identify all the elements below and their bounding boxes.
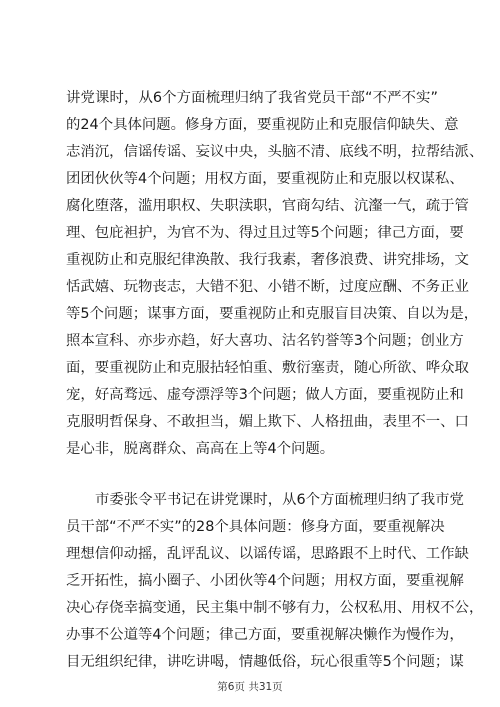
text-line: 恬武嬉、玩物丧志，大错不犯、小错不断，过度应酬、不务正业 — [66, 279, 469, 295]
text-line: 宠，好高骛远、虚夸漂浮等3个问题；做人方面，要重视防止和 — [66, 387, 464, 403]
text-line: 理、包庇袒护，为官不为、得过且过等5个问题；律己方面，要 — [66, 225, 464, 241]
text-line: 讲党课时，从6个方面梳理归纳了我省党员干部“不严不实” — [66, 90, 438, 106]
text-line: 等5个问题；谋事方面，要重视防止和克服盲目决策、自以为是， — [66, 306, 479, 322]
text-line: 理想信仰动摇，乱评乱议、以谣传谣，思路跟不上时代、工作缺 — [66, 546, 469, 562]
text-line: 决心存侥幸搞变通，民主集中制不够有力，公权私用、用权不公， — [66, 600, 484, 616]
text-line: 目无组织纪律，讲吃讲喝，情趣低俗，玩心很重等5个问题；谋 — [66, 654, 464, 670]
paragraph-2 — [66, 487, 484, 676]
text-line: 的24个具体问题。修身方面，要重视防止和克服信仰缺失、意 — [66, 117, 459, 133]
text-line: 办事不公道等4个问题；律己方面，要重视解决懒作为慢作为， — [66, 627, 464, 643]
text-line: 团团伙伙等4个问题；用权方面，要重视防止和克服以权谋私、 — [66, 171, 464, 187]
text-line: 志消沉，信谣传谣、妄议中央，头脑不清、底线不明，拉帮结派、 — [66, 144, 484, 160]
text-line: 员干部“不严不实”的28个具体问题：修身方面，要重视解决 — [66, 519, 445, 535]
text-line: 重视防止和克服纪律涣散、我行我素，奢侈浪费、讲究排场，文 — [66, 252, 469, 268]
text-line: 是心非，脱离群众、高高在上等4个问题。 — [66, 441, 335, 457]
text-line: 腐化堕落，滥用职权、失职渎职，官商勾结、沆瀣一气，疏于管 — [66, 198, 469, 214]
paragraph-gap — [66, 463, 438, 487]
document-body — [66, 85, 484, 676]
text-line: 市委张令平书记在讲党课时，从6个方面梳理归纳了我市党 — [95, 492, 464, 508]
paragraph-1 — [66, 85, 484, 463]
text-line: 克服明哲保身、不敢担当，媚上欺下、人格扭曲，表里不一、口 — [66, 414, 469, 430]
text-line: 照本宣科、亦步亦趋，好大喜功、沽名钓誉等3个问题；创业方 — [66, 333, 464, 349]
page-footer: 第6页 共31页 — [217, 681, 283, 693]
text-line: 乏开拓性，搞小圈子、小团伙等4个问题；用权方面，要重视解 — [66, 573, 464, 589]
text-line: 面，要重视防止和克服拈轻怕重、敷衍塞责，随心所欲、哗众取 — [66, 360, 469, 376]
